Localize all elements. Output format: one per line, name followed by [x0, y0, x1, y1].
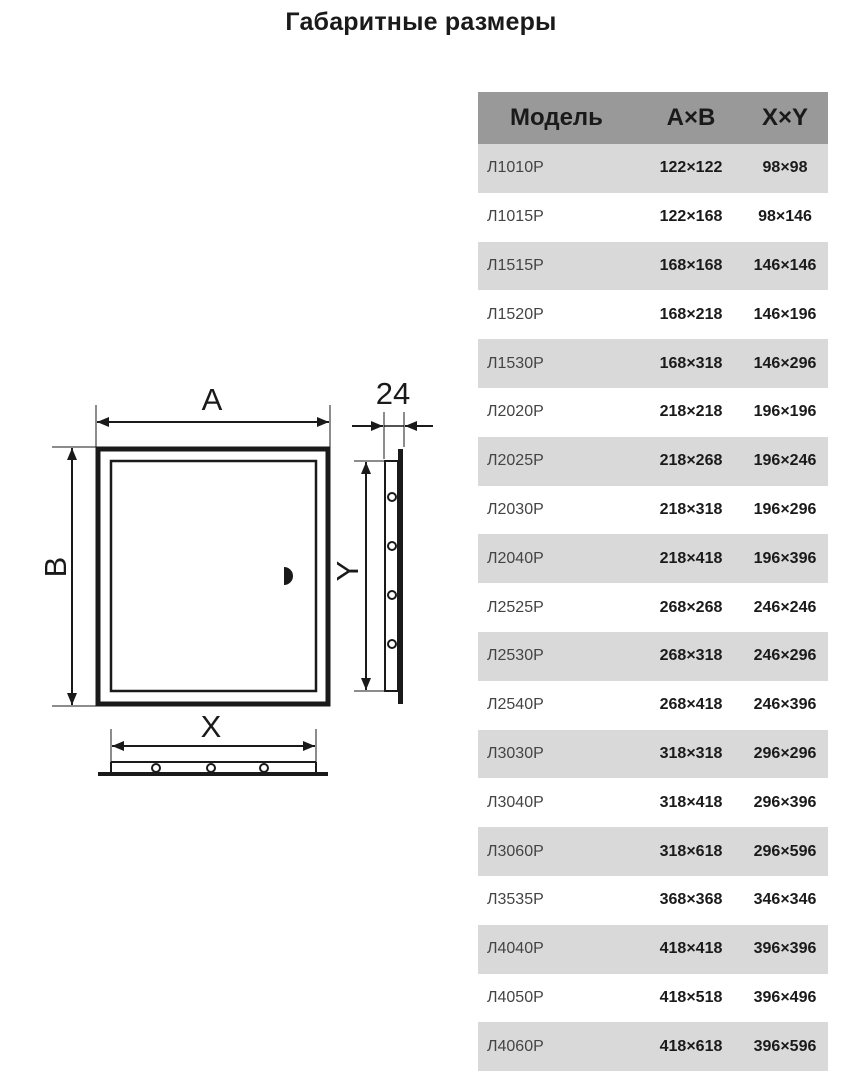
cell-ab: 418×418 [659, 940, 723, 958]
cell-ab: 268×418 [659, 696, 723, 714]
cell-ab: 318×418 [659, 793, 723, 811]
cell-ab: 168×318 [659, 354, 723, 372]
table-row [478, 876, 828, 925]
cell-ab: 122×122 [659, 159, 723, 177]
table-row [478, 778, 828, 827]
cell-model: Л4060Р [487, 1037, 544, 1055]
table-row [478, 339, 828, 388]
cell-model: Л1010Р [487, 159, 544, 177]
cell-ab: 368×368 [659, 891, 723, 909]
cell-model: Л2030Р [487, 500, 544, 518]
dimension-x [111, 709, 316, 770]
cell-ab: 168×218 [659, 305, 723, 323]
table-row [478, 388, 828, 437]
cell-ab: 168×168 [659, 256, 723, 274]
cell-model: Л2530Р [487, 647, 544, 665]
dimension-a [96, 382, 330, 447]
cell-ab: 418×518 [659, 988, 723, 1006]
table-row [478, 681, 828, 730]
table-row [478, 974, 828, 1023]
cell-ab: 268×318 [659, 647, 723, 665]
cell-xy: 296×296 [753, 744, 817, 762]
cell-model: Л2025Р [487, 452, 544, 470]
cell-ab: 318×318 [659, 744, 723, 762]
cell-xy: 196×196 [753, 403, 817, 421]
cell-xy: 396×396 [753, 940, 817, 958]
cell-model: Л2525Р [487, 598, 544, 616]
cell-model: Л1530Р [487, 354, 544, 372]
cell-xy: 196×296 [753, 500, 817, 518]
table-row [478, 242, 828, 291]
cell-model: Л2020Р [487, 403, 544, 421]
label-depth: 24 [375, 376, 411, 411]
table-row [478, 632, 828, 681]
front-view [98, 449, 328, 704]
cell-model: Л3030Р [487, 744, 544, 762]
table-row [478, 486, 828, 535]
cell-ab: 318×618 [659, 842, 723, 860]
table-row [478, 1022, 828, 1071]
side-view [385, 449, 403, 704]
cell-model: Л4040Р [487, 940, 544, 958]
table-row [478, 827, 828, 876]
dimension-drawing [0, 0, 470, 800]
cell-xy: 246×246 [753, 598, 817, 616]
cell-xy: 98×98 [762, 159, 808, 177]
table-row [478, 144, 828, 193]
cell-ab: 122×168 [659, 208, 723, 226]
table-row [478, 437, 828, 486]
cell-ab: 218×218 [659, 403, 723, 421]
lock-icon [284, 567, 293, 585]
cell-xy: 296×596 [753, 842, 817, 860]
cell-xy: 98×146 [758, 208, 812, 226]
cell-ab: 218×318 [659, 500, 723, 518]
dimension-b [38, 447, 96, 706]
cell-xy: 146×196 [753, 305, 817, 323]
cell-ab: 418×618 [659, 1037, 723, 1055]
bottom-view [98, 762, 328, 776]
header-model: Модель [510, 104, 603, 131]
cell-model: Л1015Р [487, 208, 544, 226]
table-row [478, 925, 828, 974]
table-row [478, 730, 828, 779]
label-x: X [200, 709, 222, 744]
cell-xy: 346×346 [753, 891, 817, 909]
cell-model: Л2040Р [487, 549, 544, 567]
dimension-depth [352, 376, 433, 459]
door-frame [98, 449, 328, 704]
cell-xy: 396×496 [753, 988, 817, 1006]
cell-model: Л3040Р [487, 793, 544, 811]
label-b: B [38, 556, 73, 578]
page-title: Габаритные размеры [285, 8, 557, 36]
table-row [478, 583, 828, 632]
header-xy: X×Y [761, 104, 809, 131]
table-row [478, 534, 828, 583]
cell-xy: 296×396 [753, 793, 817, 811]
label-a: A [201, 382, 223, 417]
table-row [478, 290, 828, 339]
cell-xy: 246×296 [753, 647, 817, 665]
cell-model: Л1520Р [487, 305, 544, 323]
cell-model: Л3060Р [487, 842, 544, 860]
cell-ab: 268×268 [659, 598, 723, 616]
cell-xy: 196×246 [753, 452, 817, 470]
header-ab: A×B [666, 104, 716, 131]
cell-ab: 218×268 [659, 452, 723, 470]
table-header-row [478, 92, 828, 144]
cell-model: Л3535Р [487, 891, 544, 909]
dimensions-table [478, 92, 828, 1071]
cell-ab: 218×418 [659, 549, 723, 567]
dimension-y [330, 461, 385, 691]
cell-xy: 146×296 [753, 354, 817, 372]
cell-xy: 396×596 [753, 1037, 817, 1055]
cell-xy: 246×396 [753, 696, 817, 714]
cell-model: Л1515Р [487, 256, 544, 274]
cell-model: Л2540Р [487, 696, 544, 714]
cell-xy: 146×146 [753, 256, 817, 274]
label-y: Y [330, 560, 365, 582]
cell-model: Л4050Р [487, 988, 544, 1006]
table-row [478, 193, 828, 242]
cell-xy: 196×396 [753, 549, 817, 567]
